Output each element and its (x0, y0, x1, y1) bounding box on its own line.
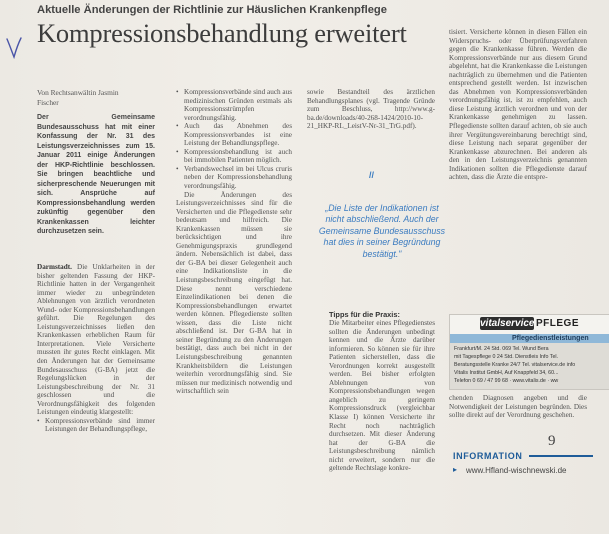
pull-quote: „Die Liste der Indikationen ist nicht abschließend. Auch der Gemeinsame Bundesausschuss hat dies in seiner Begründung bestätigt." (318, 203, 446, 259)
bullet-item: • Auch das Abnehmen des Kompressionsverbandes ist eine Leistung der Behandlungspflege. (176, 122, 292, 148)
ad-body (450, 343, 609, 389)
bullet-list (37, 417, 155, 434)
pen-mark-icon (4, 36, 24, 60)
body-text: Die Unklarheiten in der bisher geltenden Fassung der HKP-Richtlinie hatten in der Vergangenheit immer wieder zu unbegründeten Ablehnungen von ärztlich verordneten Wund- oder Kompressionsbehandlungen geführt. Die Regelungen des Leistungsverzeichnisses ließen den Krankenkassen erheblichen Raum für Interpretationen. Viele Versicherte mussten ihr gutes Recht einklagen. Mit den Änderungen hat der Gemeinsame Bundesausschuss (G-BA) jetzt die Regelungslücken in der Leistungsbeschreibung der Nr. 31 geschlossen und die Verordnungsfähigkeit des folgenden Leistungen eindeutig klargestellt: (37, 263, 156, 417)
info-heading: INFORMATION (453, 451, 523, 461)
column-2-body (176, 88, 292, 396)
article-title: Kompressionsbehandlung erweitert (37, 18, 407, 48)
author-line: Von Rechtsanwältin Jasmin (37, 88, 119, 97)
tips-heading: Tipps für die Praxis: (329, 310, 400, 319)
arrow-icon: ▸ (453, 465, 458, 474)
bullet-item: • Kompressionsverbände sind auch aus medizinischen Gründen erstmals als Kompressionsstrümpfen verordnungsfähig. (176, 88, 292, 122)
ad-line: Beratungsstelle Kranke 24/7 Tel. vitalservice.de info (454, 362, 576, 368)
ad-line: Telefon 0 69 / 47 99 68 · www.vitalis.de · ww (454, 378, 559, 384)
bullet-item: • Verbandswechsel im bei Ulcus cruris neben der Kompressionsbehandlung verordnungsfähig. (176, 165, 292, 191)
ad-line: mit Tagespflege 0 24 Std. Dienstleis Info Tel. (454, 354, 559, 360)
advertisement[interactable] (449, 314, 609, 390)
ad-line: Vitalis Institut GmbH, Auf Knappfeld 34, 60... (454, 370, 559, 376)
body-text: Die Änderungen des Leistungsverzeichnisses sind für die Versicherten und die Pflegedienste sehr bedeutsam und hilfreich. Die Krankenkassen müssen sie berücksichtigen und ihre Genehmigungspraxis grundlegend ändern. Nebensächlich ist dabei, dass der G-BA bei dieser Gelegenheit auch eine Indikationsliste in die Leistungsbeschreibung eingefügt hat. Diese nennt verschiedene Einzelindikationen bei denen die Kompressionsbehandlungen erwartet werden können. Pflegedienste sollten wissen, dass die Liste nicht abschließend ist. Der G-BA hat in seiner Begründung zu den Änderungen bestätigt, dass auch bei nicht in der Leistungsbeschreibung genannten Krankheitsbildern die Leistungen weiterhin verordnungsfähig sind. Sie müssen nur medizinisch notwendig und wirtschaftlich sein (176, 190, 292, 396)
bullet-item: • Kompressionsbehandlung ist auch bei immobilen Patienten möglich. (176, 148, 292, 165)
column-1-body (37, 263, 155, 434)
tips-body: Die Mitarbeiter eines Pflegedienstes sollten die Änderungen unbedingt kennen und die Ärzte darüber informieren. So können sie für ihre Patienten sicherstellen, dass die Verordnungen korrekt ausgestellt werden. Bei bisher erfolgten Ablehnungen von Kompressionsbehandlungen wegen angeblich zu geringem Kompressionsdruck (vergleichbar Klasse I) können Versicherte ihr Recht noch nachträglich durchsetzen. Mit dieser Änderung hat der G-BA die Leistungsbeschreibung nämlich nicht erweitert, sondern nur die geltende Rechtslage konkre- (329, 319, 435, 473)
author-line: Fischer (37, 97, 59, 107)
ad-logo: vitalservice (480, 318, 535, 329)
ad-brand: PFLEGE (536, 318, 580, 329)
bullet-list (176, 88, 292, 191)
dateline: Darmstadt. (37, 263, 72, 271)
column-4-body: tisiert. Versicherte können in diesen Fällen ein Widerspruchs- oder Überprüfungsverfahren gegen die Krankenkasse führen. Werden die Kompressionsverbände nur aus diesem Grund abgelehnt, hat die Krankenkasse die Leistungen nachträglich zu übernehmen und die Patienten entsprechend gestellt werden. Ist inzwischen das Abnehmen von Kompressionsverbänden verordnungsfähig ist, ist zu empfehlen, auch diese Leistung ärztlich verordnen und von der Krankenkasse genehmigen zu lassen. Pflegedienste sollten darauf achten, ob sie auch ihrer Vergütungsvereinbarung berechtigt sind, diese Leistung nach separat gegenüber der Krankenkasse abzurechnen. Bei anderen als den in den Leistungsverzeichnis genannten Indikationen sollten die Pflegedienste darauf achten, dass die Ärzte die entspre- (449, 28, 587, 182)
article-lead: Der Gemeinsame Bundesausschuss hat mit einer Konfassung der Nr. 31 des Leistungsverzeichnisses zum 15. Januar 2011 einige Änderungen der HKP-Richtlinie beschlossen. Sie bringen beachtliche und sicherpreschende Neuerungen mit sich. Ansprüche auf Kompressionsbehandlung werden zukünftig gegenüber den Krankenkassen leichter durchzusetzen sein. (37, 114, 155, 235)
column-4-end: chenden Diagnosen angeben und die Notwendigkeit der Leistungen begründen. Dies sollte direkt auf der Verordnung geschehen. (449, 394, 587, 420)
ad-line: Frankfurt/M. 24 Std. 069 Tel. Wund Bera (454, 346, 549, 352)
info-url-link[interactable]: www.Hfland-wischnewski.de (466, 466, 567, 475)
column-3-body: sowie Bestandteil des ärztlichen Behandlungsplanes (vgl. Tragende Gründe zum Beschluss, http://www.g-ba.de/downloads/40-268-1424/2010-10-21_HKP-RL_LeistV-Nr-31_TrG.pdf). (307, 88, 435, 131)
author-byline (37, 88, 155, 107)
article-kicker: Aktuelle Änderungen der Richtlinie zur Häuslichen Krankenpflege (37, 4, 387, 16)
ad-subtitle: Pflegedienstleistungen (512, 335, 589, 342)
info-rule (529, 455, 593, 457)
page-number: 9 (548, 433, 556, 449)
ad-subtitle-bar (450, 334, 609, 343)
ad-header (450, 315, 609, 333)
separator-mark: // (369, 170, 375, 180)
bullet-item: • Kompressionsverbände sind immer Leistungen der Behandlungspflege, (37, 417, 155, 434)
